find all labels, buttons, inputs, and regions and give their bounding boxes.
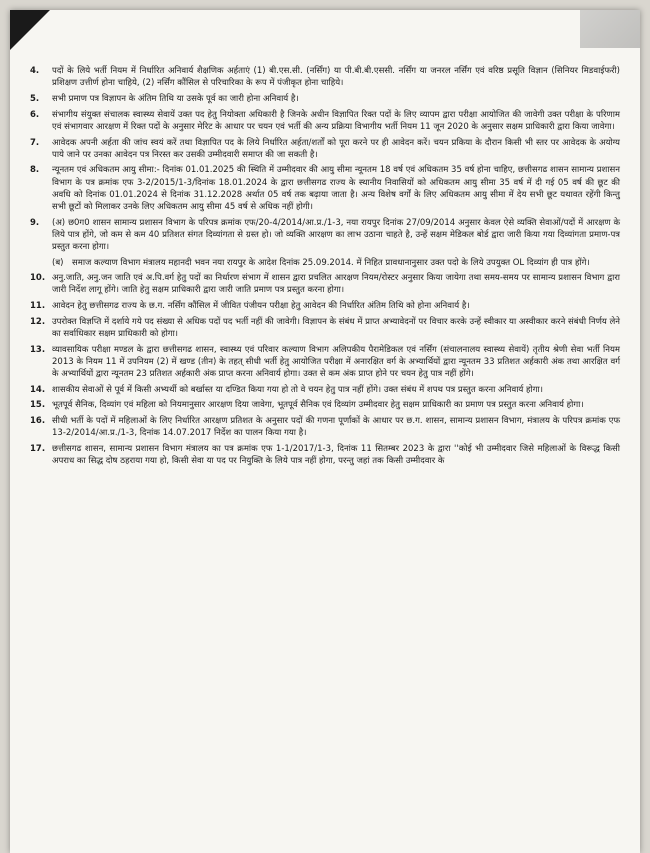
clause-number: 7.: [30, 137, 40, 148]
clause-4: [30, 65, 620, 89]
clause-text: सभी प्रमाण पत्र विज्ञापन के अंतिम तिथि या उसके पूर्व का जारी होना अनिवार्य है।: [52, 93, 299, 104]
clause-text: व्यावसायिक परीक्षा मण्डल के द्वारा छत्तीसगढ शासन, स्वास्थ्य एवं परिवार कल्याण विभाग अलिपकीय पैरामेडिकल एवं नर्सिंग (संचालनालय स्वास्थ्य सेवायें) तृतीय श्रेणी सेवा भर्ती नियम 2013 के नियम 11 में उपनियम (2) में खण्ड (तीन) के तहत् सीधी भर्ती हेतु आयोजित परीक्षा में अनारक्षित वर्ग के अभ्यार्थियों द्वारा न्यूनतम 33 प्रतिशत अर्हकारी अंक तथा आरक्षित वर्ग के अभ्यार्थियों द्वारा न्यूनतम 23 प्रतिशत अर्हकारी अंक प्राप्त करना अनिवार्य होगा। उक्त से कम अंक प्राप्त होने पर चयन हेतु पात्र नहीं होंगे।: [52, 344, 620, 379]
clause-9-sub-b: [52, 257, 620, 269]
clause-6: [30, 109, 620, 133]
clause-text: आवेदन हेतु छत्तीसगढ राज्य के छ.ग. नर्सिंग कौंसिल में जीवित पंजीयन परीक्षा हेतु आवेदन की निर्धारित अंतिम तिथि को होना अनिवार्य है।: [52, 300, 470, 311]
clause-number: 15.: [30, 400, 46, 411]
clause-14: [30, 384, 620, 396]
clause-13: [30, 344, 620, 381]
clause-text: छत्तीसगढ शासन, सामान्य प्रशासन विभाग मंत्रालय का पत्र क्रमांक एफ 1-1/2017/1-3, दिनांक 11 सितम्बर 2023 के द्वारा ''कोई भी उम्मीदवार जिसे महिलाओं के विरूद्ध किसी अपराध का सिद्ध दोष ठहराया गया हो, किसी सेवा या पद पर नियुक्ति के लिये पात्र नहीं होगा, परन्तु जहां तक किसी उम्मीदवार के: [52, 443, 620, 467]
clause-text: (अ) छ0ग0 शासन सामान्य प्रशासन विभाग के परिपत्र क्रमांक एफ/20-4/2014/आ.प्र./1-3, नया रायपुर दिनांक 27/09/2014 अनुसार केवल ऐसे व्यक्ति सेवाओं/पदों में आरक्षण के लिये पात्र होंगे, जो कम से कम 40 प्रतिशत संगत दिव्यांगता से ग्रस्त हो। जो व्यक्ति आरक्षण का लाभ उठाना चाहते है, उन्हें सक्षम मेडिकल बोर्ड द्वारा जारी किया गया दिव्यांगता प्रमाण-पत्र प्रस्तुत करना होगा।: [52, 217, 620, 253]
clause-number: 10.: [30, 273, 46, 284]
clause-text: उपरोक्त विज्ञप्ति में दर्शाये गये पद संख्या से अधिक पदों पद भर्ती नहीं की जावेगी। विज्ञापन के संबंध में प्राप्त अभ्यावेदनों पर विचार करके उन्हें स्वीकार या अस्वीकार करने संबंधी निर्णय लेने का सर्वाधिकार सक्षम प्राधिकारी को होगा।: [52, 316, 620, 339]
clause-number: 9.: [30, 217, 40, 228]
clause-number: 12.: [30, 316, 46, 327]
clause-text: भूतपूर्व सैनिक, दिव्यांग एवं महिला को नियमानुसार आरक्षण दिया जावेगा, भूतपूर्व सैनिक एवं दिव्यांग उम्मीदवार हेतु सक्षम प्राधिकारी का प्रमाण पत्र प्रस्तुत करना अनिवार्य होगा।: [52, 400, 584, 411]
clause-15: [30, 399, 620, 411]
sub-clause-mark: (ब): [52, 257, 64, 268]
clause-text: अनु.जाति, अनु.जन जाति एवं अ.पि.वर्ग हेतु पदों का निर्धारण संभाग में शासन द्वारा प्रचलित आरक्षण नियम/रोस्टर अनुसार किया जायेगा तथा समय-समय पर सामान्य प्रशासन विभाग द्वारा जारी निर्देश लागू होंगे। जाति हेतु सक्षम प्राधिकारी द्वारा जारी जाति प्रमाण पत्र प्रस्तुत करना होगा।: [52, 273, 620, 296]
clause-text: न्यूनतम एवं अधिकतम आयु सीमा:- दिनांक 01.01.2025 की स्थिति में उम्मीदवार की आयु सीमा न्यूनतम 18 वर्ष एवं अधिकतम 35 वर्ष होना चाहिए, छत्तीसगढ शासन सामान्य प्रशासन विभाग के पत्र क्रमांक एफ 3-2/2015/1-3/दिनांक 18.01.2024 के द्वारा छत्तीसगढ राज्य के स्थानीय निवासियों को अधिकतम आयु सीमा 35 वर्ष में दी गई 05 वर्ष की छूट की अवधि को दिनांक 01.01.2024 से दिनांक 31.12.2028 अर्थात 05 वर्ष तक बढ़ाया जाता है। अन्य विशेष वर्गों के लिए अधिकतम आयु सीमा में देय सभी छूट यथावत रहेंगी किन्तु सभी छूटों को मिलाकर उनके लिए अधिकतम आयु सीमा 45 वर्ष से अधिक नहीं होगी।: [52, 165, 620, 213]
clause-16: [30, 415, 620, 439]
clause-number: 8.: [30, 165, 40, 176]
clause-number: 11.: [30, 300, 46, 311]
clause-number: 14.: [30, 384, 46, 395]
clause-text: संभागीय संयुक्त संचालक स्वास्थ्य सेवायें उक्त पद हेतु नियोक्ता अधिकारी है जिनके अधीन विज्ञापित रिक्त पदों के लिए व्यापम द्वारा परीक्षा आयोजित की जावेगी उक्त परीक्षा के परिणाम एवं संभागवार आरक्षण में रिक्त पदों के अनुसार मेरिट के आधार पर चयन एवं भर्ती की अन्य प्रक्रिया विभागीय भर्ती नियम 11 जून 2020 के अनुसार सक्षम प्राधिकारी द्वारा किया जावेगा।: [52, 109, 620, 132]
clause-number: 4.: [30, 66, 40, 76]
sub-clause-text: समाज कल्याण विभाग मंत्रालय महानदी भवन नया रायपुर के आदेश दिनांक 25.09.2014. में निहित प्रावधानानुसार उक्त पदो के लिये उपयुक्त OL दिव्यांग ही पात्र होंगे।: [72, 257, 590, 268]
document-body: [30, 65, 620, 471]
clause-number: 16.: [30, 416, 46, 427]
clause-10: [30, 272, 620, 296]
clause-9: [30, 217, 620, 254]
clause-5: [30, 93, 620, 105]
clause-number: 6.: [30, 109, 40, 120]
clause-17: [30, 443, 620, 467]
clause-text: पदों के लिये भर्ती नियम में निर्धारित अनिवार्य शैक्षणिक अर्हताएं (1) बी.एस.सी. (नर्सिंग) या पी.बी.बी.एससी. नर्सिंग या जनरल नर्सिंग एवं वरिष्ठ प्रसूति विज्ञान (सिनियर मिडवाईफरी) प्रशिक्षण उत्तीर्ण होना चाहिये, (2) नर्सिंग कौंसिल से परिचारिका के रूप में पंजीकृत होना चाहिये।: [52, 66, 620, 89]
page-shadow-corner: [580, 10, 640, 48]
clause-number: 13.: [30, 344, 46, 355]
clause-number: 5.: [30, 93, 40, 104]
clause-text: सीधी भर्ती के पदों में महिलाओं के लिए निर्धारित आरक्षण प्रतिशत के अनुसार पदों की गणना पूर्णांकों के आधार पर छ.ग. शासन, सामान्य प्रशासन विभाग, मंत्रालय के परिपत्र क्रमांक एफ 13-2/2014/आ.प्र./1-3, दिनांक 14.07.2017 निर्देश का पालन किया गया है।: [52, 416, 620, 439]
clause-11: [30, 300, 620, 312]
clause-number: 17.: [30, 443, 46, 454]
page-corner-fold: [10, 10, 50, 50]
clause-7: [30, 137, 620, 161]
clause-text: शासकीय सेवाओं से पूर्व में किसी अभ्यर्थी को बर्खास्त या दण्डित किया गया हो तो वे चयन हेतु पात्र नहीं होंगे। उक्त संबंध में शपथ पत्र प्रस्तुत करना अनिवार्य होगा।: [52, 384, 543, 395]
clause-text: आवेदक अपनी अर्हता की जांच स्वयं करें तथा विज्ञापित पद के लिये निर्धारित अर्हता/शर्तों को पूरा करने पर ही आवेदन करें। चयन प्रकिया के दौरान किसी भी स्तर पर आवेदक के अयोग्य पाये जाने पर उनका आवेदन पत्र निरस्त कर उसकी उम्मीदवारी समाप्त की जा सकती है।: [52, 137, 620, 160]
clause-8: [30, 164, 620, 213]
clause-12: [30, 316, 620, 340]
document-page: [10, 10, 640, 853]
